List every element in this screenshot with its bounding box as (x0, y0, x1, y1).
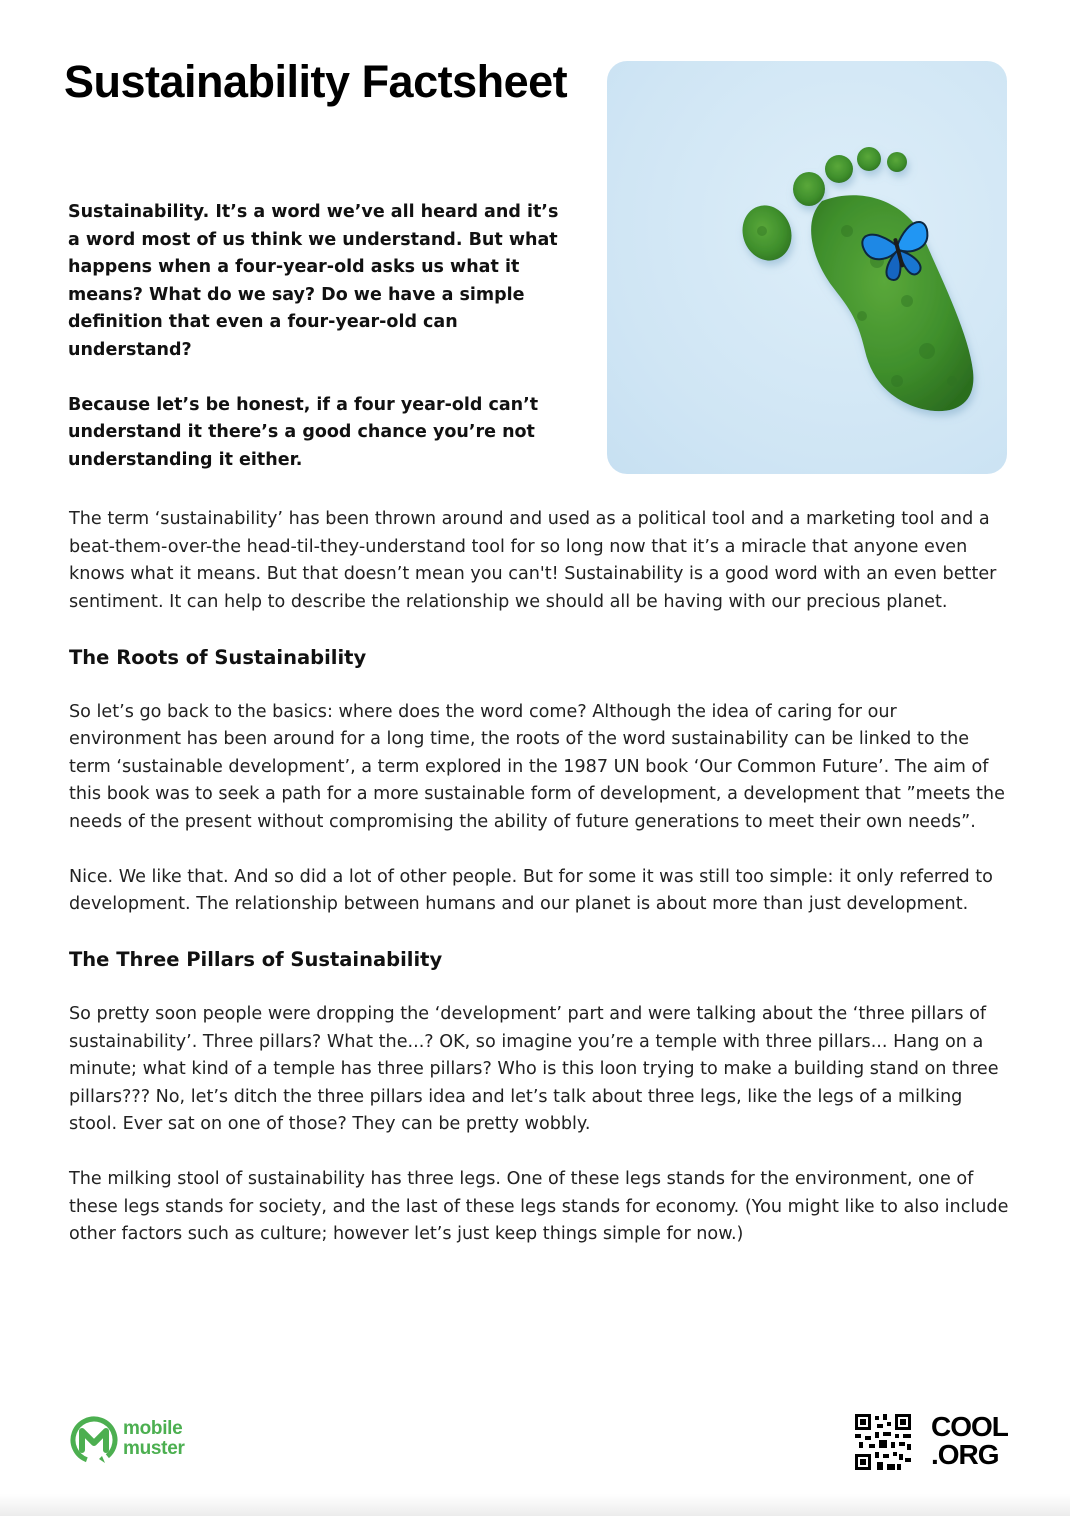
mobile-muster-logo[interactable] (69, 1415, 209, 1467)
roots-paragraph-1: So let’s go back to the basics: where does the word come? Although the idea of caring for our environment has been around for a long time, the roots of the word sustainability can be linked to the term ‘sustainable development’, a term explored in the 1987 UN book ‘Our Common Future’. The aim of this book was to seek a path for a more sustainable form of development, a development that ”meets the needs of the present without compromising the ability of future generations to meet their own needs”. (69, 701, 1005, 832)
intro-paragraph-2: Because let’s be honest, if a four year-old can’t understand it there’s a good chance you’re not understanding it either. (68, 394, 539, 470)
hero-image-footprint (607, 61, 1007, 474)
intro-section (68, 199, 574, 502)
page-bottom-shadow (0, 1494, 1070, 1516)
qr-code-icon[interactable] (855, 1414, 911, 1470)
toe-2 (793, 172, 825, 206)
cool-org-logo[interactable] (931, 1413, 1015, 1469)
pillars-paragraph-1: So pretty soon people were dropping the ‘development’ part and were talking about the ‘three pillars of sustainability’. Three pillars? What the...? OK, so imagine you’re a temple with three pillars... Hang on a minute; what kind of a temple has three pillars? Who is this loon trying to make a building stand on three pillars??? No, let’s ditch the three pillars idea and let’s talk about three legs, like the legs of a milking stool. Ever sat on one of those? They can be pretty wobbly. (69, 1004, 999, 1134)
toe-4 (857, 147, 881, 171)
heading-roots: The Roots of Sustainability (69, 645, 367, 669)
pillars-paragraph-2: The milking stool of sustainability has three legs. One of these legs stands for the environment, one of these legs stands for society, and the last of these legs stands for economy. (You might like to also include other factors such as culture; however let’s just keep things simple for now.) (69, 1169, 1009, 1244)
cool-org-line-1: COOL (931, 1411, 1008, 1442)
moss-footprint-illustration (607, 61, 1007, 474)
heading-three-pillars: The Three Pillars of Sustainability (69, 948, 443, 971)
toe-5 (887, 152, 907, 172)
intro-paragraph-1: Sustainability. It’s a word we’ve all heard and it’s a word most of us think we understand. But what happens when a four-year-old asks us what it means? What do we say? Do we have a simple definition that even a four-year-old can understand? (68, 202, 559, 360)
page-title: Sustainability Factsheet (64, 56, 568, 107)
toe-3 (825, 155, 853, 183)
body-content (69, 506, 1014, 1276)
mobile-muster-icon (69, 1415, 119, 1467)
cool-org-line-2: .ORG (931, 1439, 999, 1470)
big-toe (735, 198, 799, 267)
mobile-muster-line-2: muster (123, 1438, 185, 1459)
mobile-muster-line-1: mobile (123, 1418, 183, 1439)
body-intro-paragraph: The term ‘sustainability’ has been thrown around and used as a political tool and a marketing tool and a beat-them-over-the head-til-they-understand tool for so long now that it’s a miracle that anyone even knows what it means. But that doesn’t mean you can't! Sustainability is a good word with an even better sentiment. It can help to describe the relationship we should all be having with our precious planet. (69, 509, 997, 612)
roots-paragraph-2: Nice. We like that. And so did a lot of other people. But for some it was still too simple: it only referred to development. The relationship between humans and our planet is about more than just development. (69, 866, 993, 914)
